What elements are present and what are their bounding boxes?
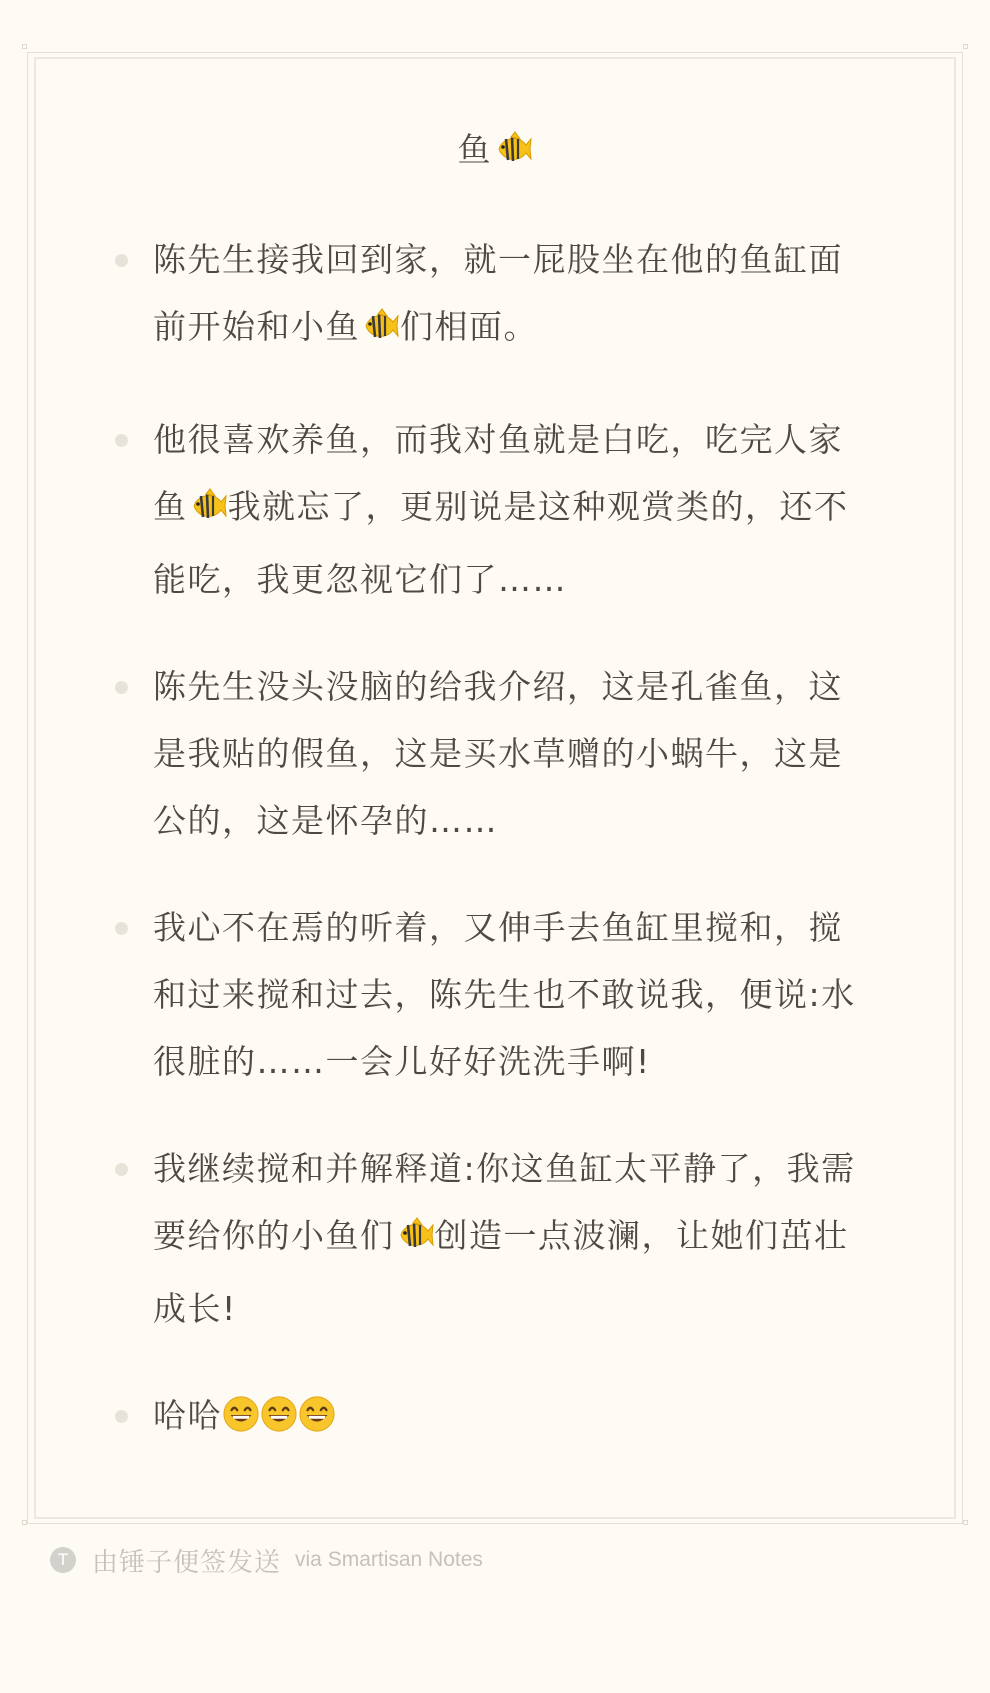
grinning-face-icon <box>260 1388 298 1455</box>
paragraph-segment: 我继续搅和并解释道:你这鱼缸太平静了，我需要给你的小鱼们 <box>153 1149 856 1255</box>
paragraph-segment: 们相面。 <box>400 307 538 346</box>
note-paragraph-text <box>153 1149 856 1328</box>
paragraph-segment: 陈先生没头没脑的给我介绍，这是孔雀鱼，这是我贴的假鱼，这是买水草赠的小蜗牛，这是公的，这是怀孕的…… <box>153 667 843 840</box>
grinning-face-icon <box>222 1388 260 1455</box>
smartisan-logo-icon: T <box>50 1547 76 1573</box>
fish-icon <box>188 479 228 546</box>
fish-icon <box>395 1208 435 1275</box>
fish-icon <box>360 299 400 366</box>
frame-corner-top-right <box>963 44 968 49</box>
note-list-item <box>115 1382 875 1455</box>
grinning-face-icon <box>298 1388 336 1455</box>
paragraph-segment: 哈哈 <box>153 1396 222 1435</box>
note-list-item <box>115 406 875 613</box>
footer-via-app: via Smartisan Notes <box>295 1548 483 1571</box>
note-bullet-list <box>115 226 875 1495</box>
bullet-dot <box>115 254 128 267</box>
bullet-dot <box>115 681 128 694</box>
frame-corner-bottom-left <box>22 1520 27 1525</box>
paragraph-segment: 创造一点波澜，让她们茁壮成长! <box>153 1216 849 1328</box>
note-title <box>0 122 990 184</box>
bullet-dot <box>115 434 128 447</box>
bullet-dot <box>115 1163 128 1176</box>
note-list-item <box>115 653 875 854</box>
paragraph-segment: 他很喜欢养鱼，而我对鱼就是白吃，吃完人家鱼 <box>153 420 843 526</box>
bullet-dot <box>115 1410 128 1423</box>
frame-corner-bottom-right <box>963 1520 968 1525</box>
note-paragraph-text <box>153 420 849 599</box>
note-paragraph-text <box>153 667 843 840</box>
footer-sent-by: 由锤子便签发送 <box>92 1547 282 1578</box>
paragraph-segment: 我心不在焉的听着，又伸手去鱼缸里搅和，搅和过来搅和过去，陈先生也不敢说我，便说:水很脏的……一会儿好好洗洗手啊! <box>153 908 856 1081</box>
note-paragraph-text <box>153 908 856 1081</box>
fish-icon <box>493 128 533 184</box>
footer-signature <box>50 1540 483 1580</box>
bullet-dot <box>115 922 128 935</box>
note-list-item <box>115 226 875 366</box>
note-title-text: 鱼 <box>457 130 493 169</box>
paragraph-segment: 我就忘了，更别说是这种观赏类的，还不能吃，我更忽视它们了…… <box>153 487 849 599</box>
note-paragraph-text <box>153 240 843 346</box>
note-paragraph-text <box>153 1396 336 1435</box>
frame-corner-top-left <box>22 44 27 49</box>
note-list-item <box>115 894 875 1095</box>
note-list-item <box>115 1135 875 1342</box>
paragraph-segment: 陈先生接我回到家，就一屁股坐在他的鱼缸面前开始和小鱼 <box>153 240 843 346</box>
